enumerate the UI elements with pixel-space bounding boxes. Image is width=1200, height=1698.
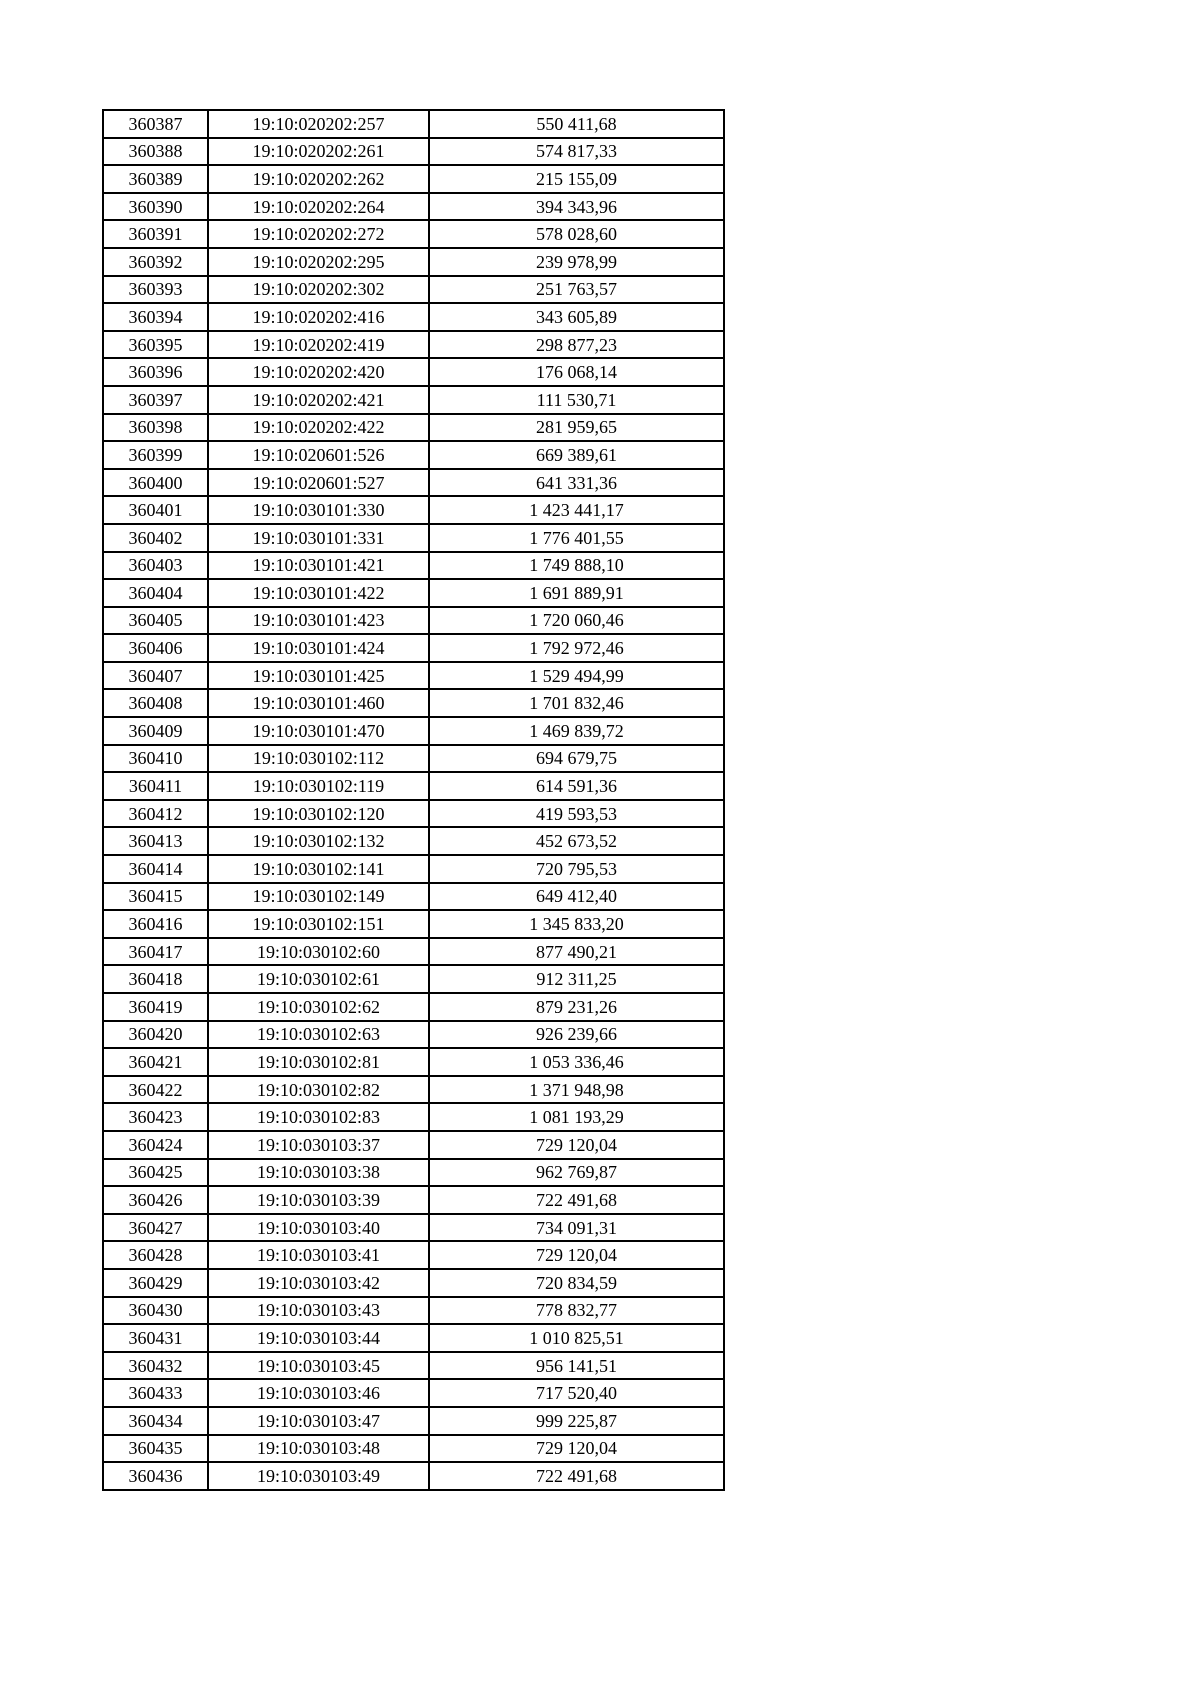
table-row <box>103 248 724 276</box>
table-row <box>103 855 724 883</box>
cadastral-value-cell: 694 679,75 <box>429 745 724 773</box>
row-number-cell: 360399 <box>103 441 208 469</box>
cadastral-value-cell: 298 877,23 <box>429 331 724 359</box>
cadastral-number-cell: 19:10:030102:82 <box>208 1076 429 1104</box>
row-number-cell: 360410 <box>103 745 208 773</box>
table-row <box>103 1269 724 1297</box>
cadastral-value-cell: 1 423 441,17 <box>429 496 724 524</box>
table-row <box>103 110 724 138</box>
row-number-cell: 360407 <box>103 662 208 690</box>
cadastral-value-cell: 778 832,77 <box>429 1297 724 1325</box>
cadastral-number-cell: 19:10:030101:470 <box>208 717 429 745</box>
table-row <box>103 1214 724 1242</box>
cadastral-number-cell: 19:10:030102:61 <box>208 965 429 993</box>
row-number-cell: 360388 <box>103 138 208 166</box>
cadastral-value-cell: 1 345 833,20 <box>429 910 724 938</box>
row-number-cell: 360409 <box>103 717 208 745</box>
row-number-cell: 360416 <box>103 910 208 938</box>
cadastral-number-cell: 19:10:030103:45 <box>208 1352 429 1380</box>
cadastral-value-cell: 1 792 972,46 <box>429 634 724 662</box>
table-row <box>103 1352 724 1380</box>
cadastral-number-cell: 19:10:030102:132 <box>208 827 429 855</box>
cadastral-number-cell: 19:10:030102:62 <box>208 993 429 1021</box>
row-number-cell: 360426 <box>103 1186 208 1214</box>
row-number-cell: 360434 <box>103 1407 208 1435</box>
row-number-cell: 360401 <box>103 496 208 524</box>
cadastral-number-cell: 19:10:030101:422 <box>208 579 429 607</box>
cadastral-number-cell: 19:10:020202:416 <box>208 303 429 331</box>
table-row <box>103 1407 724 1435</box>
cadastral-number-cell: 19:10:020202:272 <box>208 220 429 248</box>
table-row <box>103 1435 724 1463</box>
table-row <box>103 552 724 580</box>
table-row <box>103 607 724 635</box>
cadastral-value-cell: 1 749 888,10 <box>429 552 724 580</box>
cadastral-value-cell: 281 959,65 <box>429 414 724 442</box>
table-row <box>103 331 724 359</box>
cadastral-number-cell: 19:10:030103:47 <box>208 1407 429 1435</box>
table-row <box>103 938 724 966</box>
cadastral-number-cell: 19:10:030103:44 <box>208 1324 429 1352</box>
table-row <box>103 883 724 911</box>
row-number-cell: 360387 <box>103 110 208 138</box>
cadastral-value-cell: 641 331,36 <box>429 469 724 497</box>
cadastral-number-cell: 19:10:020202:302 <box>208 276 429 304</box>
table-row <box>103 1159 724 1187</box>
row-number-cell: 360412 <box>103 800 208 828</box>
table-row <box>103 358 724 386</box>
table-row <box>103 1076 724 1104</box>
row-number-cell: 360390 <box>103 193 208 221</box>
cadastral-value-cell: 649 412,40 <box>429 883 724 911</box>
cadastral-value-cell: 452 673,52 <box>429 827 724 855</box>
row-number-cell: 360414 <box>103 855 208 883</box>
cadastral-value-cell: 722 491,68 <box>429 1186 724 1214</box>
table-row <box>103 414 724 442</box>
table-body <box>103 110 724 1490</box>
cadastral-number-cell: 19:10:030103:40 <box>208 1214 429 1242</box>
cadastral-value-cell: 1 469 839,72 <box>429 717 724 745</box>
row-number-cell: 360406 <box>103 634 208 662</box>
row-number-cell: 360403 <box>103 552 208 580</box>
cadastral-value-cell: 877 490,21 <box>429 938 724 966</box>
table-row <box>103 165 724 193</box>
cadastral-value-cell: 215 155,09 <box>429 165 724 193</box>
row-number-cell: 360433 <box>103 1379 208 1407</box>
cadastral-value-cell: 1 720 060,46 <box>429 607 724 635</box>
cadastral-value-cell: 574 817,33 <box>429 138 724 166</box>
cadastral-number-cell: 19:10:030101:423 <box>208 607 429 635</box>
table-row <box>103 1103 724 1131</box>
cadastral-value-cell: 729 120,04 <box>429 1241 724 1269</box>
table-row <box>103 717 724 745</box>
row-number-cell: 360418 <box>103 965 208 993</box>
table-row <box>103 524 724 552</box>
table-row <box>103 193 724 221</box>
row-number-cell: 360408 <box>103 689 208 717</box>
table-row <box>103 579 724 607</box>
row-number-cell: 360436 <box>103 1462 208 1490</box>
row-number-cell: 360396 <box>103 358 208 386</box>
table-row <box>103 1297 724 1325</box>
row-number-cell: 360391 <box>103 220 208 248</box>
row-number-cell: 360420 <box>103 1021 208 1049</box>
cadastral-value-cell: 720 834,59 <box>429 1269 724 1297</box>
cadastral-value-cell: 394 343,96 <box>429 193 724 221</box>
cadastral-value-cell: 343 605,89 <box>429 303 724 331</box>
table-row <box>103 662 724 690</box>
cadastral-value-cell: 239 978,99 <box>429 248 724 276</box>
row-number-cell: 360395 <box>103 331 208 359</box>
row-number-cell: 360415 <box>103 883 208 911</box>
cadastral-value-cell: 956 141,51 <box>429 1352 724 1380</box>
cadastral-value-cell: 879 231,26 <box>429 993 724 1021</box>
cadastral-value-cell: 669 389,61 <box>429 441 724 469</box>
row-number-cell: 360422 <box>103 1076 208 1104</box>
row-number-cell: 360405 <box>103 607 208 635</box>
row-number-cell: 360397 <box>103 386 208 414</box>
cadastral-number-cell: 19:10:030101:424 <box>208 634 429 662</box>
cadastral-number-cell: 19:10:020601:526 <box>208 441 429 469</box>
cadastral-number-cell: 19:10:020202:419 <box>208 331 429 359</box>
cadastral-number-cell: 19:10:030102:119 <box>208 772 429 800</box>
row-number-cell: 360431 <box>103 1324 208 1352</box>
cadastral-value-cell: 999 225,87 <box>429 1407 724 1435</box>
cadastral-number-cell: 19:10:020202:421 <box>208 386 429 414</box>
row-number-cell: 360423 <box>103 1103 208 1131</box>
cadastral-number-cell: 19:10:030103:49 <box>208 1462 429 1490</box>
cadastral-number-cell: 19:10:030103:48 <box>208 1435 429 1463</box>
table-row <box>103 1241 724 1269</box>
table-row <box>103 772 724 800</box>
cadastral-number-cell: 19:10:030102:63 <box>208 1021 429 1049</box>
row-number-cell: 360392 <box>103 248 208 276</box>
row-number-cell: 360400 <box>103 469 208 497</box>
cadastral-number-cell: 19:10:030103:37 <box>208 1131 429 1159</box>
cadastral-value-cell: 1 010 825,51 <box>429 1324 724 1352</box>
cadastral-number-cell: 19:10:030102:149 <box>208 883 429 911</box>
cadastral-number-cell: 19:10:030102:112 <box>208 745 429 773</box>
cadastral-number-cell: 19:10:030103:41 <box>208 1241 429 1269</box>
table-row <box>103 1131 724 1159</box>
cadastral-value-cell: 614 591,36 <box>429 772 724 800</box>
cadastral-number-cell: 19:10:030102:83 <box>208 1103 429 1131</box>
cadastral-value-cell: 550 411,68 <box>429 110 724 138</box>
cadastral-value-cell: 720 795,53 <box>429 855 724 883</box>
table-row <box>103 634 724 662</box>
table-row <box>103 965 724 993</box>
cadastral-value-cell: 962 769,87 <box>429 1159 724 1187</box>
row-number-cell: 360421 <box>103 1048 208 1076</box>
cadastral-number-cell: 19:10:020601:527 <box>208 469 429 497</box>
cadastral-value-cell: 251 763,57 <box>429 276 724 304</box>
table-row <box>103 910 724 938</box>
cadastral-number-cell: 19:10:020202:264 <box>208 193 429 221</box>
cadastral-number-cell: 19:10:030103:38 <box>208 1159 429 1187</box>
cadastral-value-cell: 1 701 832,46 <box>429 689 724 717</box>
cadastral-number-cell: 19:10:030101:421 <box>208 552 429 580</box>
row-number-cell: 360425 <box>103 1159 208 1187</box>
cadastral-number-cell: 19:10:020202:262 <box>208 165 429 193</box>
table-row <box>103 386 724 414</box>
cadastral-value-cell: 912 311,25 <box>429 965 724 993</box>
cadastral-number-cell: 19:10:020202:261 <box>208 138 429 166</box>
cadastral-number-cell: 19:10:030103:42 <box>208 1269 429 1297</box>
cadastral-number-cell: 19:10:030103:39 <box>208 1186 429 1214</box>
table-row <box>103 827 724 855</box>
cadastral-value-cell: 1 371 948,98 <box>429 1076 724 1104</box>
table-row <box>103 1462 724 1490</box>
cadastral-number-cell: 19:10:030102:141 <box>208 855 429 883</box>
cadastral-value-cell: 926 239,66 <box>429 1021 724 1049</box>
cadastral-value-table <box>102 109 725 1491</box>
table-row <box>103 441 724 469</box>
table-row <box>103 138 724 166</box>
row-number-cell: 360427 <box>103 1214 208 1242</box>
table-row <box>103 1379 724 1407</box>
row-number-cell: 360432 <box>103 1352 208 1380</box>
cadastral-number-cell: 19:10:030102:151 <box>208 910 429 938</box>
cadastral-value-cell: 1 053 336,46 <box>429 1048 724 1076</box>
cadastral-value-cell: 722 491,68 <box>429 1462 724 1490</box>
row-number-cell: 360413 <box>103 827 208 855</box>
cadastral-value-cell: 1 691 889,91 <box>429 579 724 607</box>
row-number-cell: 360398 <box>103 414 208 442</box>
cadastral-value-cell: 734 091,31 <box>429 1214 724 1242</box>
table-row <box>103 689 724 717</box>
table-row <box>103 469 724 497</box>
row-number-cell: 360424 <box>103 1131 208 1159</box>
cadastral-number-cell: 19:10:030103:46 <box>208 1379 429 1407</box>
row-number-cell: 360428 <box>103 1241 208 1269</box>
cadastral-number-cell: 19:10:020202:295 <box>208 248 429 276</box>
row-number-cell: 360417 <box>103 938 208 966</box>
table-row <box>103 1186 724 1214</box>
cadastral-number-cell: 19:10:030101:460 <box>208 689 429 717</box>
row-number-cell: 360435 <box>103 1435 208 1463</box>
cadastral-value-cell: 578 028,60 <box>429 220 724 248</box>
cadastral-number-cell: 19:10:030103:43 <box>208 1297 429 1325</box>
table-row <box>103 1021 724 1049</box>
row-number-cell: 360393 <box>103 276 208 304</box>
cadastral-value-cell: 1 529 494,99 <box>429 662 724 690</box>
cadastral-number-cell: 19:10:030102:60 <box>208 938 429 966</box>
cadastral-value-cell: 717 520,40 <box>429 1379 724 1407</box>
cadastral-number-cell: 19:10:030101:330 <box>208 496 429 524</box>
row-number-cell: 360411 <box>103 772 208 800</box>
row-number-cell: 360402 <box>103 524 208 552</box>
table-row <box>103 800 724 828</box>
table-row <box>103 993 724 1021</box>
table-row <box>103 745 724 773</box>
cadastral-number-cell: 19:10:030101:425 <box>208 662 429 690</box>
cadastral-number-cell: 19:10:030102:120 <box>208 800 429 828</box>
cadastral-value-cell: 729 120,04 <box>429 1131 724 1159</box>
table-row <box>103 303 724 331</box>
cadastral-value-cell: 419 593,53 <box>429 800 724 828</box>
row-number-cell: 360430 <box>103 1297 208 1325</box>
cadastral-value-cell: 1 081 193,29 <box>429 1103 724 1131</box>
row-number-cell: 360389 <box>103 165 208 193</box>
row-number-cell: 360404 <box>103 579 208 607</box>
cadastral-number-cell: 19:10:030101:331 <box>208 524 429 552</box>
table-row <box>103 276 724 304</box>
row-number-cell: 360394 <box>103 303 208 331</box>
table-row <box>103 496 724 524</box>
table-row <box>103 220 724 248</box>
cadastral-number-cell: 19:10:030102:81 <box>208 1048 429 1076</box>
cadastral-value-cell: 729 120,04 <box>429 1435 724 1463</box>
cadastral-number-cell: 19:10:020202:257 <box>208 110 429 138</box>
cadastral-number-cell: 19:10:020202:422 <box>208 414 429 442</box>
cadastral-value-cell: 176 068,14 <box>429 358 724 386</box>
cadastral-value-cell: 1 776 401,55 <box>429 524 724 552</box>
row-number-cell: 360429 <box>103 1269 208 1297</box>
cadastral-number-cell: 19:10:020202:420 <box>208 358 429 386</box>
cadastral-value-cell: 111 530,71 <box>429 386 724 414</box>
table-row <box>103 1324 724 1352</box>
table-row <box>103 1048 724 1076</box>
row-number-cell: 360419 <box>103 993 208 1021</box>
